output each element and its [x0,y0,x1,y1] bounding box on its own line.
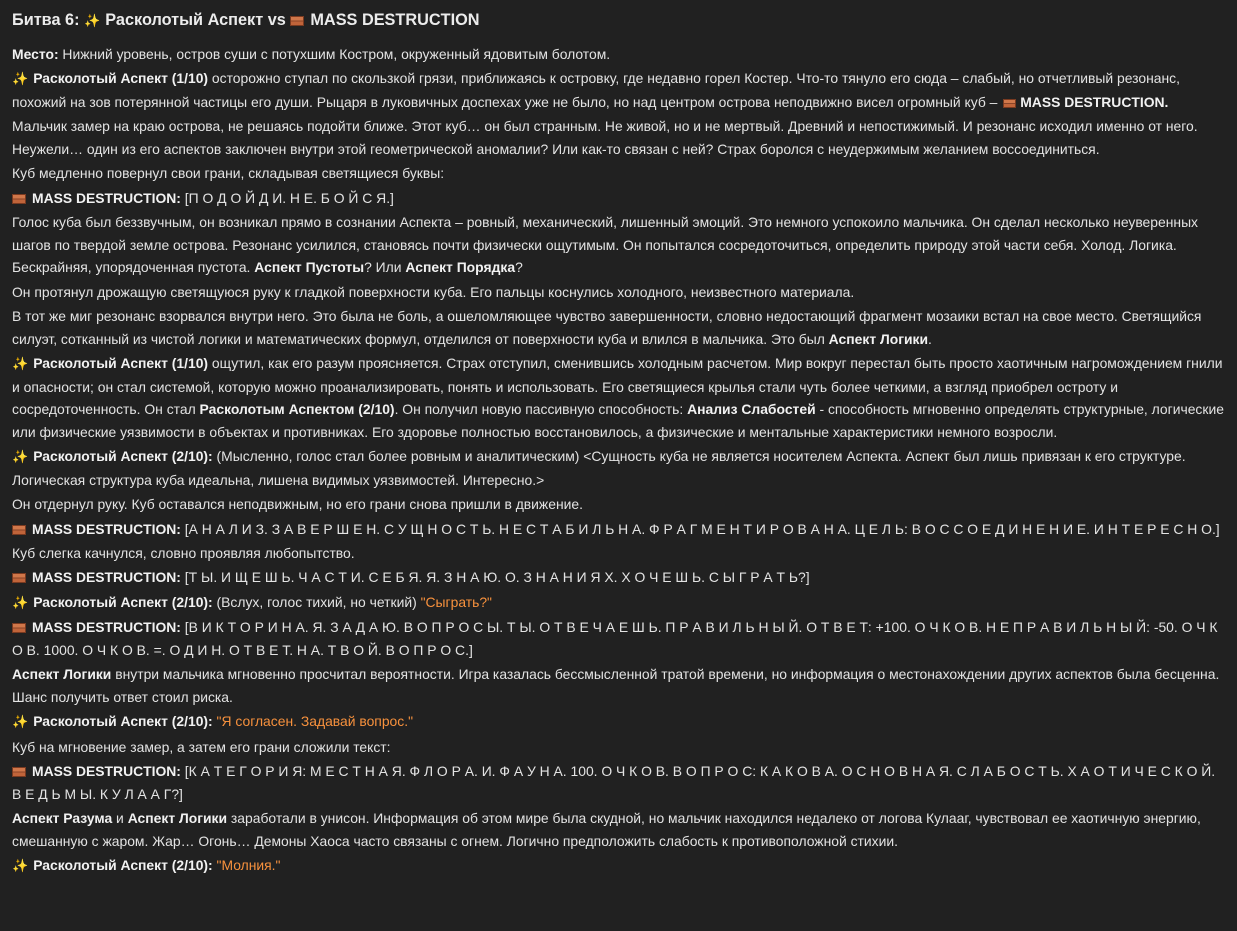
speaker-name: MASS DESTRUCTION: [32,762,181,779]
speaker-name: MASS DESTRUCTION: [32,520,181,537]
versus-label: vs [267,11,286,29]
narration-paragraph: Мальчик замер на краю острова, не решаясь подойти ближе. Этот куб… он был странным. Не живой, но и не мертвый. Древний и непостижимый. И резонанс исходил именно от него. Неужели… один из его аспектов заключен внутри этой геометрической аномалии? Или как-то связан с ней? Страх боролся с неудержимым желанием воссоединиться. [12,118,1198,157]
narration-paragraph: Куб слегка качнулся, словно проявляя любопытство. [12,545,355,562]
sparkles-icon: ✨ [12,449,29,465]
narration-paragraph: Куб медленно повернул свои грани, складывая светящиеся буквы: [12,165,445,182]
battle-title [12,6,1225,35]
dialogue-line [12,854,1225,878]
aspect-name: Аспект Разума [12,809,113,826]
narration-text: ? Или [364,259,406,276]
spoken-quote: "Молния." [216,856,281,873]
narration-text: осторожно ступал по скользкой грязи, приближаясь к островку, где недавно горел Костер. Что-то тянуло его сюда – слабый, но отчетливый резонанс, похожий на зов потерянной частицы его души. Рыцаря в луковичных доспехах уже не было, но над центром острова неподвижно висел огромный куб – [12,70,1180,110]
fighter-b: MASS DESTRUCTION [310,11,480,29]
narration-paragraph [12,305,1225,350]
narration-text: - способность мгновенно определять структурные, логические или физические уязвимости в объектах и противниках. Его здоровье полностью восстановилось, а физические и ментальные характеристики немного возросли. [12,401,1224,440]
narration-paragraph [12,211,1225,279]
dialogue-line [12,445,1225,491]
narration-paragraph [12,807,1225,852]
dialogue-text: (Вслух, голос тихий, но четкий) [212,593,421,610]
punctuation: ? [515,259,523,276]
brick-icon [12,573,26,583]
speaker-name: Расколотый Аспект (2/10): [33,713,213,730]
aspect-name: Расколотым Аспектом (2/10) [199,401,395,418]
fighter-a: Расколотый Аспект [105,11,264,29]
narration-text: . Он получил новую пассивную способность: [394,401,688,418]
narration-text: и [112,809,128,826]
dialogue-line [12,616,1225,661]
narration-text: внутри мальчика мгновенно просчитал вероятности. Игра казалась бессмысленной тратой времени, но информация о местонахождении других аспектов была бесценна. Шанс получить ответ стоил риска. [12,666,1220,705]
narration-paragraph: Куб на мгновение замер, а затем его грани сложили текст: [12,738,391,755]
dialogue-text: [Т Ы. И Щ Е Ш Ь. Ч А С Т И. С Е Б Я. Я. З Н А Ю. О. З Н А Н И Я Х. Х О Ч Е Ш Ь. С Ы Г Р А Т Ь?] [180,569,810,586]
narration-paragraph: Он отдернул руку. Куб оставался неподвижным, но его грани снова пришли в движение. [12,496,583,513]
narration-text: заработали в унисон. Информация об этом мире была скудной, но мальчик находился недалеко от логова Кулааг, чувствовал ее хаотичную энергию, смешанную с жаром. Жар… Огонь… Демоны Хаоса часто связаны с огнем. Логично предположить слабость к противоположной стихии. [12,809,1201,849]
speaker-name: MASS DESTRUCTION: [32,189,181,206]
narration-text: ощутил, как его разум проясняется. Страх отступил, сменившись холодным расчетом. Мир вокруг перестал быть просто хаотичным нагромождением гнили и опасности; он стал системой, которую можно проанализировать, понять и использовать. Его светящиеся крылья стали чуть более четкими, а взгляд приобрел остроту и сосредоточенность. Он стал [12,355,1223,418]
speaker-name: MASS DESTRUCTION: [32,569,181,586]
speaker-name: Расколотый Аспект (2/10): [33,593,213,610]
speaker-name: Расколотый Аспект (2/10): [33,448,213,465]
ability-name: Анализ Слабостей [687,401,816,418]
brick-icon [12,525,26,535]
dialogue-text: [П О Д О Й Д И. Н Е. Б О Й С Я.] [180,189,394,206]
brick-icon [290,16,304,26]
sparkles-icon: ✨ [12,356,29,372]
narration-paragraph: Он протянул дрожащую светящуюся руку к гладкой поверхности куба. Его пальцы коснулись холодного, неизвестного материала. [12,283,855,300]
narration-text: Голос куба был беззвучным, он возникал прямо в сознании Аспекта – ровный, механический, лишенный эмоций. Это немного успокоило мальчика. Он сделал несколько неуверенных шагов по твердой земле острова. Резонанс усилился, становясь почти физически ощутимым. Он попытался сосредоточиться, определить природу этой части себя. Холод. Логика. Бескрайняя, упорядоченная пустота. [12,214,1199,276]
narration-paragraph [12,67,1225,113]
aspect-name: Аспект Логики [12,666,112,683]
dialogue-text: [В И К Т О Р И Н А. Я. З А Д А Ю. В О П Р О С Ы. Т Ы. О Т В Е Ч А Е Ш Ь. П Р А В И Л Ь Н Ы Й. О Т В Е Т: +100. О Ч К О В. Н Е П Р А В И Л Ь Н Ы Й: -50. О Ч К О В. 1000. О Ч К О В. =. О Д И Н. О Т В Е Т. Н А. Т В О Й. В О П Р О С.] [12,619,1218,658]
speaker-name: Расколотый Аспект (1/10) [33,70,209,87]
aspect-name: Аспект Логики [127,809,228,826]
spoken-quote: "Я согласен. Задавай вопрос." [216,713,414,730]
dialogue-text: [А Н А Л И З. З А В Е Р Ш Е Н. С У Щ Н О С Т Ь. Н Е С Т А Б И Л Ь Н А. Ф Р А Г М Е Н Т И Р О В А Н А. Ц Е Л Ь: В О С С О Е Д И Н Е Н И Е. И Н Т Е Р Е С Н О.] [180,520,1220,537]
aspect-name: Аспект Пустоты [254,259,365,276]
aspect-name: Аспект Логики [828,330,929,347]
sparkles-icon: ✨ [12,857,29,873]
dialogue-line [12,710,1225,734]
battle-number: Битва 6: [12,11,80,29]
narration-paragraph [12,663,1225,708]
narration-text: В тот же миг резонанс взорвался внутри него. Это была не боль, а ошеломляющее чувство завершенности, словно недостающий фрагмент мозаики встал на свое место. Светящийся силуэт, сотканный из чистой логики и математических формул, отделился от поверхности куба и влился в мальчика. Это был [12,308,1202,347]
sparkles-icon: ✨ [12,71,29,87]
dialogue-line [12,760,1225,805]
location-paragraph [12,43,1225,66]
sparkles-icon: ✨ [12,714,29,730]
location-text: Нижний уровень, остров суши с потухшим Костром, окруженный ядовитым болотом. [58,46,611,62]
dialogue-line [12,591,1225,615]
spoken-quote: "Сыграть?" [420,593,492,610]
narration-paragraph [12,352,1225,443]
speaker-name: Расколотый Аспект (1/10) [33,355,209,372]
location-label: Место: [12,46,59,62]
dialogue-line [12,518,1225,541]
sparkles-icon: ✨ [12,594,29,610]
speaker-name: MASS DESTRUCTION [1020,93,1165,110]
dialogue-text: (Мысленно, голос стал более ровным и аналитическим) <Сущность куба не является носителем Аспекта. Аспект был лишь привязан к его структуре. Логическая структура куба идеальна, лишена видимых уязвимостей. Интересно.> [12,448,1186,488]
brick-icon [12,767,26,777]
aspect-name: Аспект Порядка [405,259,516,276]
dialogue-line [12,566,1225,589]
speaker-name: Расколотый Аспект (2/10): [33,856,213,873]
dialogue-line [12,187,1225,210]
speaker-name: MASS DESTRUCTION: [32,619,181,636]
sparkles-icon: ✨ [84,13,101,28]
brick-icon [1003,99,1016,108]
brick-icon [12,623,26,633]
punctuation: . [928,330,932,347]
brick-icon [12,194,26,204]
dialogue-text: [К А Т Е Г О Р И Я: М Е С Т Н А Я. Ф Л О Р А. И. Ф А У Н А. 100. О Ч К О В. В О П Р О С: К А К О В А. О С Н О В Н А Я. С Л А Б О С Т Ь. Х А О Т И Ч Е С К О Й. В Е Д Ь М Ы. К У Л А А Г?] [12,762,1216,802]
punctuation: . [1164,93,1169,110]
